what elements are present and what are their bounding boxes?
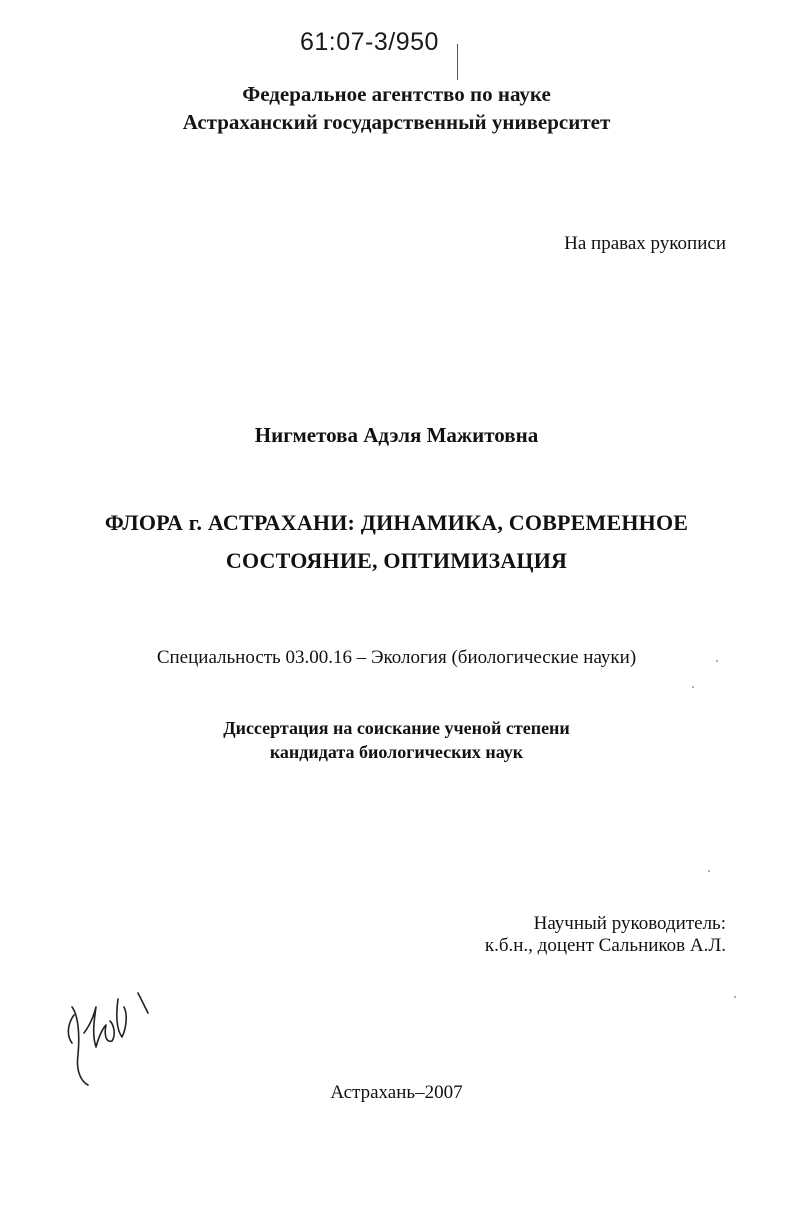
scan-speck bbox=[692, 686, 694, 688]
catalog-number: 61:07-3/950 bbox=[300, 28, 439, 56]
university-name: Астраханский государственный университет bbox=[182, 110, 611, 134]
thesis-title-line-2: СОСТОЯНИЕ, ОПТИМИЗАЦИЯ bbox=[225, 548, 568, 573]
manuscript-rights: На правах рукописи bbox=[564, 233, 726, 254]
scan-speck bbox=[708, 870, 710, 872]
agency-name: Федеральное агентство по науке bbox=[242, 82, 551, 106]
margin-mark bbox=[457, 44, 458, 80]
scan-speck bbox=[734, 996, 736, 998]
thesis-title-line-1: ФЛОРА г. АСТРАХАНИ: ДИНАМИКА, СОВРЕМЕННОЕ bbox=[104, 510, 689, 535]
degree-line-2: кандидата биологических наук bbox=[269, 742, 524, 762]
handwritten-signature bbox=[60, 985, 160, 1095]
scan-speck bbox=[716, 660, 718, 662]
author-name: Нигметова Адэля Мажитовна bbox=[254, 423, 539, 447]
advisor-label: Научный руководитель: bbox=[533, 913, 726, 934]
degree-line-1: Диссертация на соискание ученой степени bbox=[223, 718, 570, 738]
advisor-name: к.б.н., доцент Сальников А.Л. bbox=[484, 935, 726, 956]
city-year: Астрахань–2007 bbox=[330, 1082, 463, 1103]
specialty: Специальность 03.00.16 – Экология (биологические науки) bbox=[156, 647, 637, 668]
